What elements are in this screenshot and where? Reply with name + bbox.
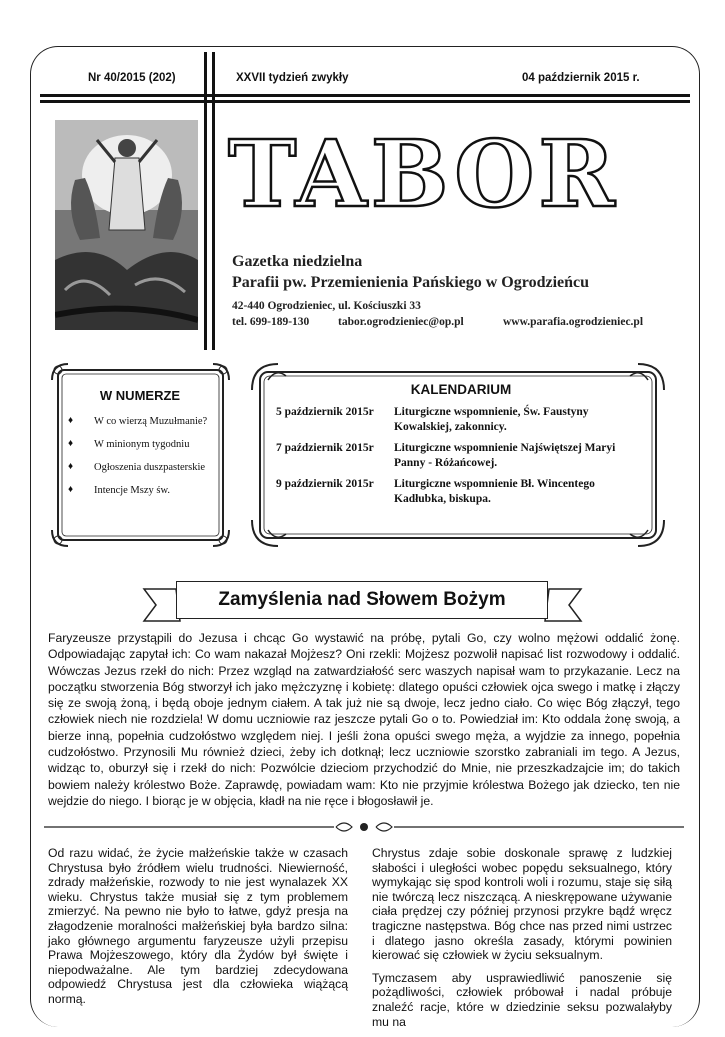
in-issue-list <box>60 415 220 498</box>
calendar-date: 9 październik 2015r <box>276 477 374 490</box>
in-issue-item[interactable]: ♦ W co wierzą Muzułmanie? <box>60 415 220 428</box>
cross-vertical-line <box>204 52 207 350</box>
cross-horizontal-line <box>40 94 690 97</box>
masthead-title <box>228 120 619 228</box>
calendar-entry <box>276 477 646 507</box>
cross-horizontal-line-2 <box>40 100 690 103</box>
masthead-address: 42-440 Ogrodzieniec, ul. Kościuszki 33 <box>232 300 421 312</box>
calendar-text: Liturgiczne wspomnienie, Św. Faustyny Kowalskiej, zakonnicy. <box>394 406 589 433</box>
reflection-paragraph: Od razu widać, że życie małżeńskie także w czasach Chrystusa było źródłem wielu trudności. Niewierność, zdrady małżeńskie, rozwody to nie jest wynalazek XX wieku. Chrystus także musiał się z tym problemem zmierzyć. Na pewno nie było to łatwe, gdyż presja na złagodzenie moralności małżeńskiej była bardzo silna: jako głównego argumentu faryzeusze użyli przepisu Prawa Mojżeszowego, który dla Żydów był święte i niepodważalne. Ale tym bardziej zdecydowana odpowiedź Chrystusa jest dla człowieka wiążącą normą. <box>48 846 348 1006</box>
in-issue-item[interactable]: ♦ W minionym tygodniu <box>60 438 220 451</box>
cross-vertical-line-2 <box>212 52 215 350</box>
calendar-date: 7 październik 2015r <box>276 441 374 454</box>
masthead-website[interactable]: www.parafia.ogrodzieniec.pl <box>503 316 644 328</box>
masthead-phone: tel. 699-189-130 <box>232 316 310 328</box>
calendar-entry <box>276 405 646 435</box>
transfiguration-engraving <box>55 120 198 330</box>
calendar-date: 5 październik 2015r <box>276 406 374 418</box>
ornamental-divider <box>44 820 684 834</box>
gospel-reading: Faryzeusze przystąpili do Jezusa i chcąc Go wystawić na próbę, pytali Go, czy wolno mężowi oddalić żonę. Odpowiadając zapytał ich: Co wam nakazał Mojżesz? Oni rzekli: Mojżesz pozwolił napisać list rozwodowy i oddalić. Wówczas Jezus rzekł do nich: Przez wzgląd na zatwardziałość serc waszych napisał wam to przykazanie. Lecz na początku stworzenia Bóg stworzył ich jako mężczyznę i kobietę: dlatego opuści człowiek ojca swego i matkę i złączy się ze swoją żoną, i będą oboje jednym ciałem. A tak już nie są dwoje, lecz jedno ciało. Co więc Bóg złączył, tego człowiek niech nie rozdziela! W domu uczniowie raz jeszcze pytali Go o to. Powiedział im: Kto oddala żonę swoją, a bierze inną, popełnia cudzołóstwo względem niej. I jeśli żona opuści swego męża, a wyjdzie za innego, popełnia cudzołóstwo. Przynosili Mu również dzieci, żeby ich dotknął; lecz uczniowie szorstko zabraniali im tego. A Jezus, widząc to, oburzył się i rzekł do nich: Pozwólcie dzieciom przychodzić do Mnie, nie przeszkadzajcie im; do takich bowiem należy królestwo Boże. Zaprawdę, powiadam wam: Kto nie przyjmie królestwa Bożego jak dziecko, ten nie wejdzie do niego. I biorąc je w objęcia, kładł na nie ręce i błogosławił je. <box>48 631 680 808</box>
calendar-text: Liturgiczne wspomnienie Bł. Wincentego Kadłubka, biskupa. <box>394 477 595 505</box>
reflection-left-column <box>48 846 348 1015</box>
masthead-email[interactable]: tabor.ogrodzieniec@op.pl <box>338 316 464 328</box>
reflection-paragraph: Tymczasem aby usprawiedliwić panoszenie się pożądliwości, człowiek próbował i nadal próbuje znaleźć racje, które w dziedzinie seksu pozwalałyby mu na <box>372 970 672 1029</box>
issue-date: 04 październik 2015 r. <box>522 72 640 84</box>
masthead-title-text: TABOR <box>228 120 619 228</box>
issue-number: Nr 40/2015 (202) <box>88 72 176 84</box>
reflection-paragraph: Chrystus zdaje sobie doskonale sprawę z ludzkiej słabości i uległości wobec popędu seksualnego, który wymykając się spod kontroli woli i rozumu, staje się siłą nie twórczą lecz niszczącą. A nieskrępowane używanie ciała prędzej czy później przynosi przykre bądź wręcz tragiczne następstwa. Bóg chce nas przed nimi ustrzec i dlatego jasno określa zasady, którymi powinien kierować się człowiek w życiu seksualnym. <box>372 846 672 963</box>
calendar-entry <box>276 441 646 471</box>
masthead-parish: Parafii pw. Przemienienia Pańskiego w Ogrodzieńcu <box>232 274 590 291</box>
calendar-text: Liturgiczne wspomnienie Najświętszej Maryi Panny - Różańcowej. <box>394 441 616 469</box>
in-issue-heading: W NUMERZE <box>99 388 181 403</box>
in-issue-item[interactable]: ♦ Intencje Mszy św. <box>60 484 220 497</box>
masthead-subtitle: Gazetka niedzielna <box>232 253 363 270</box>
liturgical-week: XXVII tydzień zwykły <box>236 72 349 84</box>
reflection-right-column <box>372 846 672 1037</box>
calendar-heading: KALENDARIUM <box>410 382 512 397</box>
in-issue-item[interactable]: ♦ Ogłoszenia duszpasterskie <box>60 461 220 474</box>
section-title: Zamyślenia nad Słowem Bożym <box>176 581 548 619</box>
calendar-box <box>276 382 646 513</box>
in-issue-box <box>60 388 220 508</box>
